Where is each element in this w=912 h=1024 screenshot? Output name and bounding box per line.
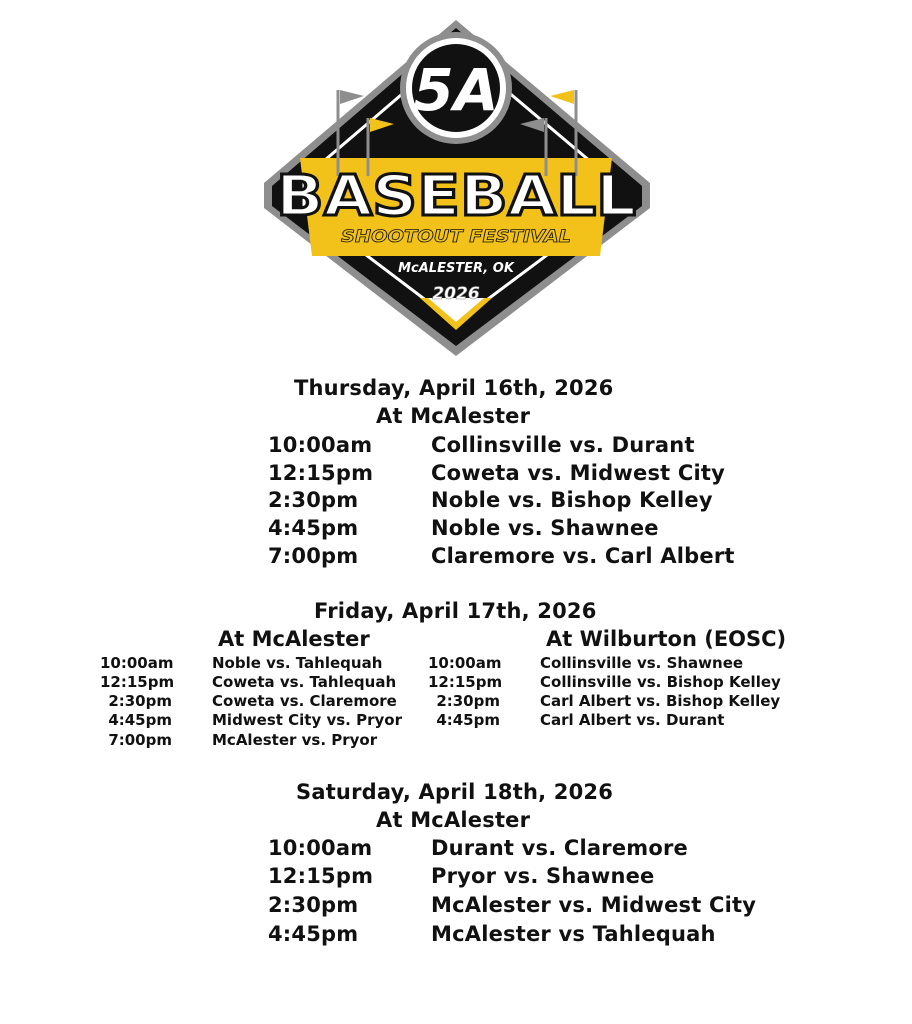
game-time: 2:30pm: [108, 692, 172, 710]
game-matchup: Durant vs. Claremore: [431, 836, 688, 860]
game-matchup: Midwest City vs. Pryor: [212, 711, 402, 729]
logo-year: 2026: [432, 284, 480, 304]
game-matchup: McAlester vs. Pryor: [212, 731, 378, 749]
game-time: 12:15pm: [428, 673, 503, 691]
game-time: 10:00am: [268, 836, 373, 860]
game-time: 12:15pm: [268, 864, 374, 888]
game-matchup: Carl Albert vs. Durant: [540, 711, 725, 729]
game-time: 10:00am: [100, 654, 174, 672]
thursday-date: Thursday, April 16th, 2026: [294, 376, 614, 400]
logo-title: BASEBALL: [276, 164, 636, 229]
badge-text: 5A: [413, 56, 499, 124]
game-matchup: Collinsville vs. Bishop Kelley: [540, 673, 781, 691]
game-matchup: Noble vs. Bishop Kelley: [431, 488, 713, 512]
game-matchup: Coweta vs. Claremore: [212, 692, 397, 710]
game-matchup: McAlester vs Tahlequah: [431, 922, 716, 946]
festival-logo: [260, 18, 652, 360]
game-time: 2:30pm: [268, 488, 359, 512]
friday-date: Friday, April 17th, 2026: [314, 599, 597, 623]
game-time: 10:00am: [428, 654, 502, 672]
friday-left-venue: At McAlester: [218, 627, 370, 651]
game-matchup: Claremore vs. Carl Albert: [431, 544, 735, 568]
game-time: 2:30pm: [436, 692, 500, 710]
logo-location: McALESTER, OK: [398, 261, 514, 276]
saturday-venue: At McAlester: [376, 808, 531, 832]
game-matchup: McAlester vs. Midwest City: [431, 893, 757, 917]
friday-right-venue: At Wilburton (EOSC): [546, 627, 787, 651]
game-matchup: Carl Albert vs. Bishop Kelley: [540, 692, 781, 710]
game-matchup: Coweta vs. Midwest City: [431, 461, 726, 485]
game-matchup: Collinsville vs. Durant: [431, 433, 695, 457]
game-time: 10:00am: [268, 433, 373, 457]
game-matchup: Collinsville vs. Shawnee: [540, 654, 744, 672]
game-matchup: Noble vs. Tahlequah: [212, 654, 383, 672]
thursday-venue: At McAlester: [376, 404, 531, 428]
logo-subtitle: SHOOTOUT FESTIVAL: [341, 227, 571, 247]
game-matchup: Pryor vs. Shawnee: [431, 864, 655, 888]
game-matchup: Coweta vs. Tahlequah: [212, 673, 397, 691]
game-time: 4:45pm: [268, 516, 359, 540]
game-time: 4:45pm: [268, 922, 359, 946]
game-time: 4:45pm: [436, 711, 500, 729]
game-time: 2:30pm: [268, 893, 359, 917]
game-time: 12:15pm: [268, 461, 374, 485]
game-matchup: Noble vs. Shawnee: [431, 516, 659, 540]
game-time: 7:00pm: [108, 731, 172, 749]
saturday-date: Saturday, April 18th, 2026: [296, 780, 614, 804]
game-time: 7:00pm: [268, 544, 359, 568]
game-time: 4:45pm: [108, 711, 172, 729]
game-time: 12:15pm: [100, 673, 175, 691]
